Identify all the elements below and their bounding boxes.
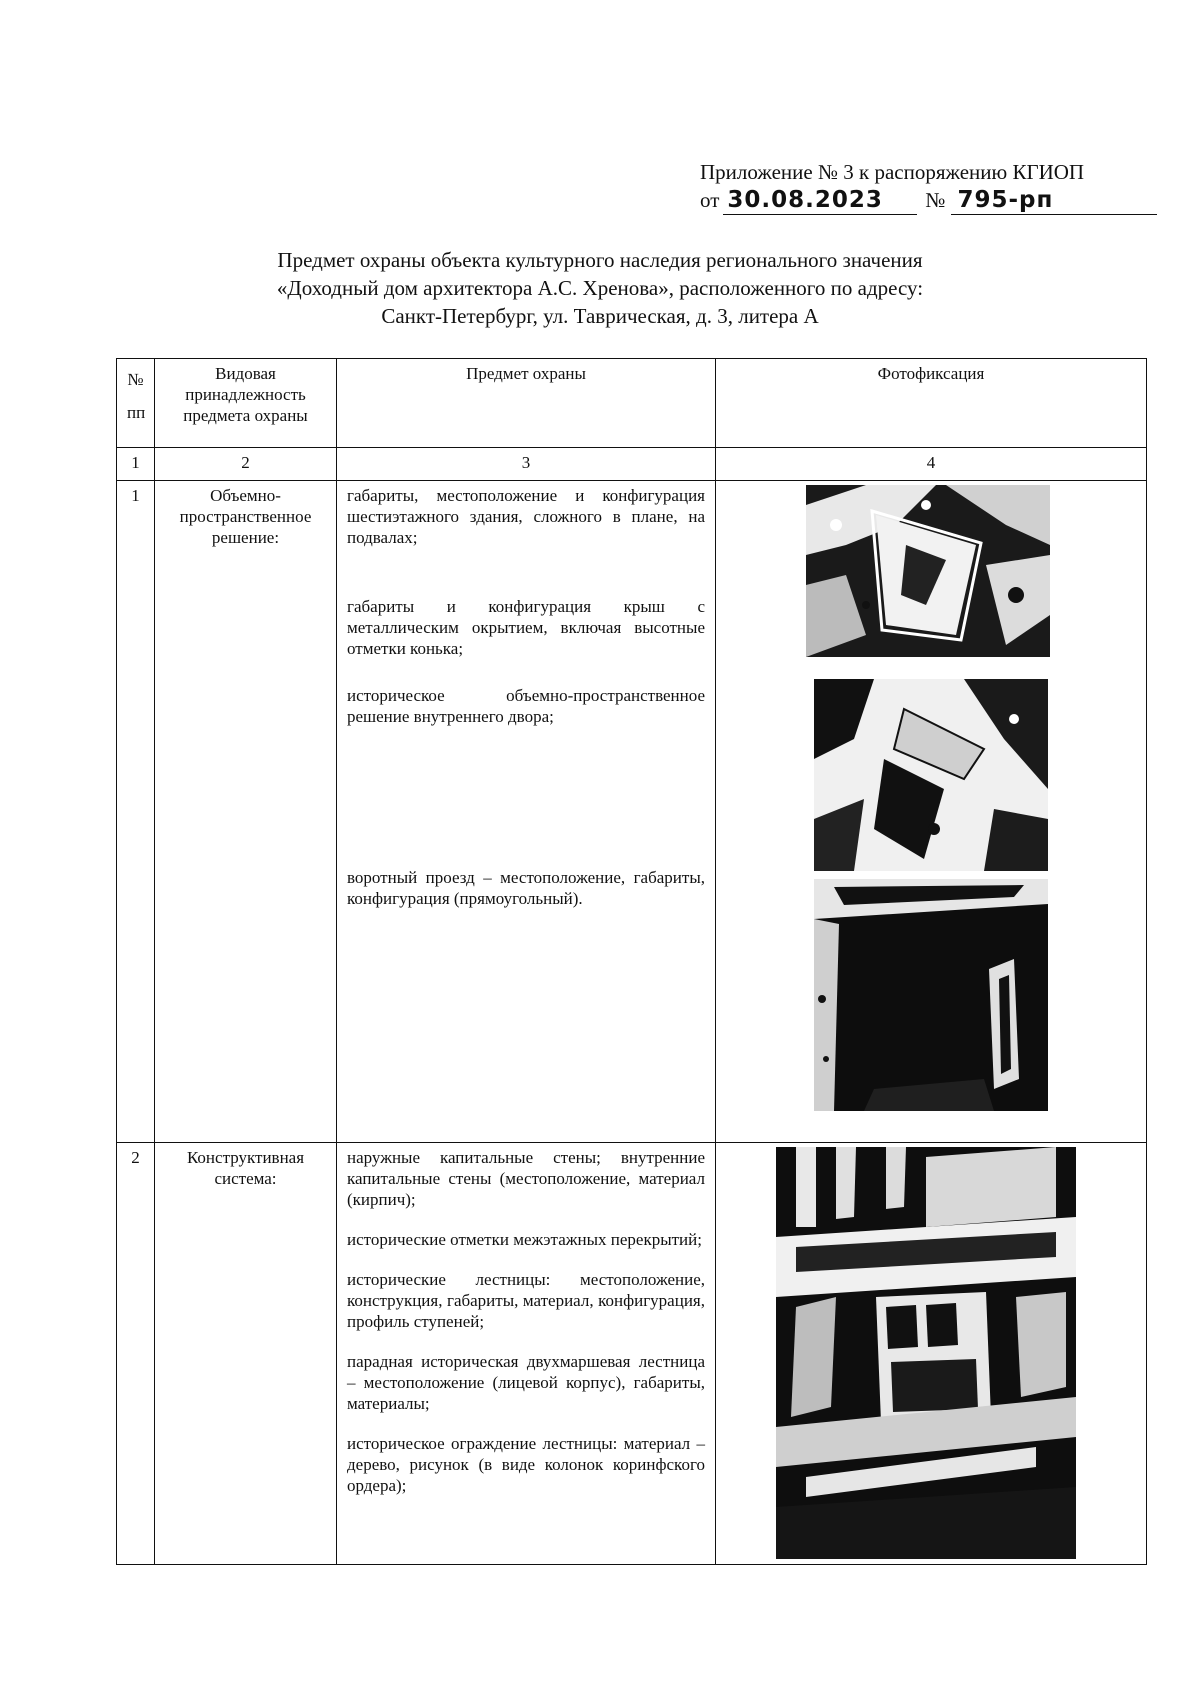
header-number-symbol: № [127,370,144,389]
subject-item: наружные капитальные стены; внутренние капитальные стены (местоположение, материал (кирпич); [347,1148,705,1209]
table-header-row [117,359,1147,448]
header-photo: Фотофиксация [716,359,1147,448]
appendix-header [700,158,1170,215]
from-label: от [700,188,720,212]
row-type [155,481,337,1143]
subject-item: исторические лестницы: местоположение, конструкция, габариты, материал, конфигурация, профиль ступеней; [347,1270,705,1331]
column-number: 2 [155,448,337,481]
order-number: 795-рп [951,186,1157,215]
subject-item: исторические отметки межэтажных перекрытий; [347,1230,702,1249]
aerial-photo-icon [806,485,1050,657]
header-subject: Предмет охраны [337,359,716,448]
row-number: 2 [117,1143,155,1565]
header-number [117,359,155,448]
header-type: Видовая принадлежность предмета охраны [155,359,337,448]
column-number: 1 [117,448,155,481]
row-type-line: Конструктивная [186,1148,305,1167]
subject-item: историческое объемно-пространственное решение внутреннего двора; [347,686,705,726]
row-type-line: пространственное [179,507,312,526]
subject-item: парадная историческая двухмаршевая лестница – местоположение (лицевой корпус), габариты, материалы; [347,1352,705,1413]
title-line-3: Санкт-Петербург, ул. Таврическая, д. 3, литера А [381,304,819,328]
table-row [117,481,1147,1143]
table-row [117,1143,1147,1565]
row-type-line: Объемно- [210,486,281,505]
row-subject [337,481,716,1143]
row-type [155,1143,337,1565]
staircase-photo-icon [776,1147,1076,1559]
row-type-line: решение: [211,528,280,547]
document-title [150,246,1050,330]
row-photos [716,1143,1147,1565]
row-type-line: система: [214,1169,277,1188]
header-number-abbr: пп [127,403,146,422]
appendix-date-number-line [700,186,1170,215]
column-number-row [117,448,1147,481]
column-number: 4 [716,448,1147,481]
row-number: 1 [117,481,155,1143]
column-number: 3 [337,448,716,481]
title-line-1: Предмет охраны объекта культурного наследия регионального значения [277,248,923,272]
number-label: № [925,188,946,212]
subject-item: историческое ограждение лестницы: материал – дерево, рисунок (в виде колонок коринфского ордера); [347,1434,705,1495]
protection-subject-table [116,358,1147,1565]
subject-item: габариты, местоположение и конфигурация шестиэтажного здания, сложного в плане, на подвалах; [347,486,705,547]
order-date: 30.08.2023 [723,186,917,215]
appendix-line: Приложение № 3 к распоряжению КГИОП [700,160,1085,184]
courtyard-aerial-photo-icon [814,679,1048,871]
gateway-passage-photo-icon [814,879,1048,1111]
subject-item: воротный проезд – местоположение, габариты, конфигурация (прямоугольный). [347,868,705,908]
row-subject [337,1143,716,1565]
subject-item: габариты и конфигурация крыш с металлическим окрытием, включая высотные отметки конька; [347,597,705,658]
title-line-2: «Доходный дом архитектора А.С. Хренова», расположенного по адресу: [276,276,924,300]
row-photos [716,481,1147,1143]
